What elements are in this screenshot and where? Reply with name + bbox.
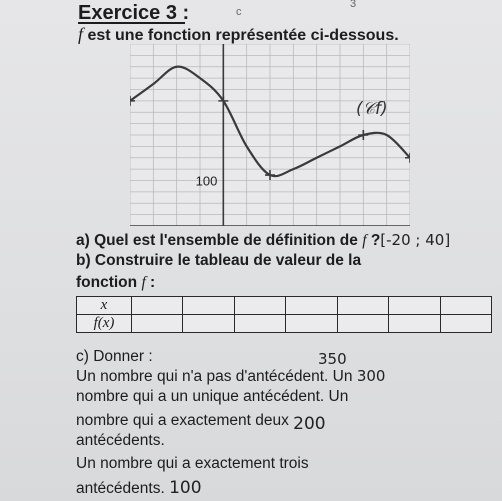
question-a (76, 231, 450, 250)
answer-a-handwritten: [-20 ; 40] (380, 231, 451, 249)
table-cell[interactable] (389, 315, 440, 333)
table-header-fx: f(x) (77, 315, 132, 333)
y-tick-label-100: 100 (195, 173, 218, 189)
question-c-line1-text: Un nombre qui n'a pas d'antécédent. Un (76, 368, 353, 385)
intro-text: est une fonction représentée ci-dessous. (83, 27, 399, 44)
table-cell[interactable] (234, 297, 285, 315)
function-graph (130, 44, 410, 226)
answer-c3-handwritten: 200 (293, 414, 326, 434)
value-table (76, 296, 492, 333)
table-cell[interactable] (234, 315, 285, 333)
question-b-line1: b) Construire le tableau de valeur de la (76, 252, 362, 269)
table-header-x: x (77, 297, 132, 315)
table-cell[interactable] (440, 297, 491, 315)
table-cell[interactable] (286, 315, 337, 333)
question-a-text: a) Quel est l'ensemble de définition de (76, 232, 363, 249)
table-cell[interactable] (337, 315, 388, 333)
question-c-line3 (76, 410, 326, 434)
function-symbol: f (362, 232, 367, 249)
question-c-line4: antécédents. (76, 432, 165, 449)
table-cell[interactable] (286, 297, 337, 315)
question-c-line2: nombre qui a un unique antécédent. Un (76, 388, 349, 405)
question-c-line3-text: nombre qui a exactement deux (76, 412, 289, 429)
faint-mark: 3 (350, 0, 357, 10)
table-row-fx (77, 315, 492, 333)
table-cell[interactable] (132, 297, 183, 315)
question-c-line5: Un nombre qui a exactement trois (76, 455, 309, 472)
table-cell[interactable] (337, 297, 388, 315)
question-c: c) Donner : (76, 348, 153, 365)
function-symbol: f (78, 24, 84, 44)
table-cell[interactable] (389, 297, 440, 315)
answer-c-extra-handwritten: 350 (318, 350, 347, 368)
table-cell[interactable] (183, 297, 234, 315)
table-cell[interactable] (440, 315, 491, 333)
table-cell[interactable] (183, 315, 234, 333)
question-c-line1 (76, 367, 385, 386)
question-b-text: fonction (76, 274, 142, 291)
exercise-title: Exercice 3 : (78, 2, 190, 24)
question-c-line6-text: antécédents. (76, 480, 165, 497)
table-cell[interactable] (132, 315, 183, 333)
question-a-mark: ? (366, 232, 381, 249)
question-c-line6 (76, 478, 202, 498)
answer-c1-handwritten: 300 (356, 367, 386, 385)
function-symbol: f (141, 274, 146, 291)
faint-mark: c (236, 6, 242, 18)
table-row-x (77, 297, 492, 315)
exercise-intro (78, 24, 399, 45)
answer-c6-handwritten: 100 (169, 478, 202, 498)
curve-name-label: (𝒞f) (356, 99, 388, 119)
question-b-line2 (76, 274, 155, 292)
question-b-colon: : (145, 274, 156, 291)
